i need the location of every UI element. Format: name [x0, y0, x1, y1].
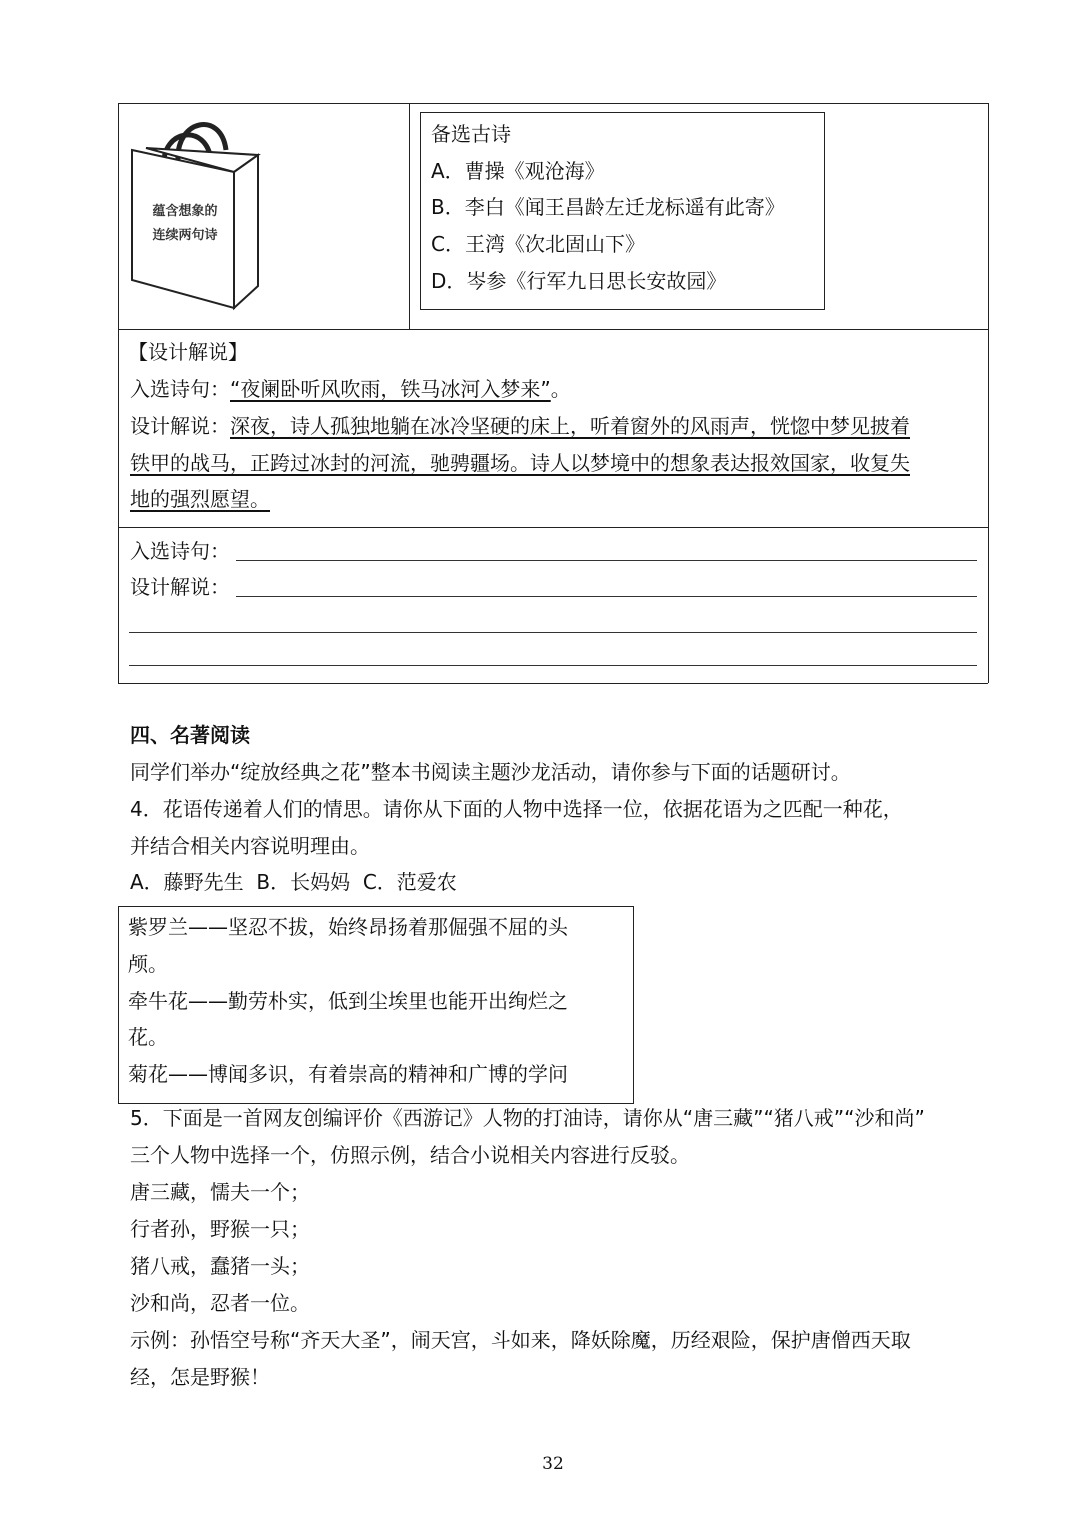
question4-line1: 4．花语传递着人们的情思。请你从下面的人物中选择一位，依据花语为之匹配一种花， — [130, 797, 903, 821]
answer-poem-line[interactable] — [236, 560, 977, 561]
design-explain-line3: 地的强烈愿望。 — [130, 487, 270, 511]
flower-line5: 菊花——博闻多识，有着崇高的精神和广博的学问 — [128, 1062, 568, 1086]
candidate-poems-title: 备选古诗 — [431, 122, 511, 146]
flower-line4: 花。 — [128, 1025, 168, 1049]
flower-line3: 牵牛花——勤劳朴实，低到尘埃里也能开出绚烂之 — [128, 989, 568, 1013]
design-poem-value: “夜阑卧听风吹雨，铁马冰河入梦来” — [230, 377, 551, 401]
bag-label-line1: 蕴含想象的 — [152, 204, 218, 219]
question5-line1: 5．下面是一首网友创编评价《西游记》人物的打油诗，请你从“唐三藏”“猪八戒”“沙和尚” — [130, 1106, 925, 1130]
answer-explain-line3[interactable] — [129, 665, 977, 666]
answer-poem-label: 入选诗句： — [130, 539, 230, 563]
bag-label — [140, 200, 230, 248]
design-heading: 【设计解说】 — [128, 340, 248, 364]
design-poem-label: 入选诗句： — [130, 377, 230, 401]
design-explain-text1: 深夜，诗人孤独地躺在冰冷坚硬的床上，听着窗外的风雨声，恍惚中梦见披着 — [230, 414, 910, 438]
question4-options: A．藤野先生 B．长妈妈 C．范爱农 — [130, 870, 457, 894]
design-explain-label: 设计解说： — [130, 414, 230, 438]
question4-line2: 并结合相关内容说明理由。 — [130, 834, 370, 858]
design-poem-end: 。 — [550, 377, 571, 401]
section4-title: 四、名著阅读 — [130, 723, 250, 747]
design-poem-line — [130, 371, 571, 408]
example-line1: 示例：孙悟空号称“齐天大圣”，闹天宫，斗如来，降妖除魔，历经艰险，保护唐僧西天取 — [130, 1328, 911, 1352]
answer-explain-line2[interactable] — [129, 632, 977, 633]
candidate-poem-b: B．李白《闻王昌龄左迁龙标遥有此寄》 — [431, 195, 785, 219]
poem-line1: 唐三藏，懦夫一个； — [130, 1180, 310, 1204]
flower-line1: 紫罗兰——坚忍不拔，始终昂扬着那倔强不屈的头 — [128, 915, 568, 939]
poem-line4: 沙和尚，忍者一位。 — [130, 1291, 310, 1315]
answer-explain-label: 设计解说： — [130, 575, 230, 599]
flower-line2: 颅。 — [128, 952, 168, 976]
bag-label-line2: 连续两句诗 — [152, 228, 218, 243]
candidate-poem-c: C．王湾《次北固山下》 — [431, 232, 645, 256]
poem-line2: 行者孙，野猴一只； — [130, 1217, 310, 1241]
example-line2: 经，怎是野猴！ — [130, 1365, 270, 1389]
candidate-poem-a: A．曹操《观沧海》 — [431, 159, 605, 183]
page-number: 32 — [542, 1454, 564, 1474]
candidate-poem-d: D．岑参《行军九日思长安故园》 — [431, 269, 727, 293]
design-explain-line1 — [130, 408, 910, 445]
answer-explain-line1[interactable] — [236, 596, 977, 597]
design-explain-line2: 铁甲的战马，正跨过冰封的河流，驰骋疆场。诗人以梦境中的想象表达报效国家，收复失 — [130, 451, 910, 475]
section4-intro: 同学们举办“绽放经典之花”整本书阅读主题沙龙活动，请你参与下面的话题研讨。 — [130, 760, 851, 784]
question5-line2: 三个人物中选择一个，仿照示例，结合小说相关内容进行反驳。 — [130, 1143, 690, 1167]
poem-line3: 猪八戒，蠢猪一头； — [130, 1254, 310, 1278]
